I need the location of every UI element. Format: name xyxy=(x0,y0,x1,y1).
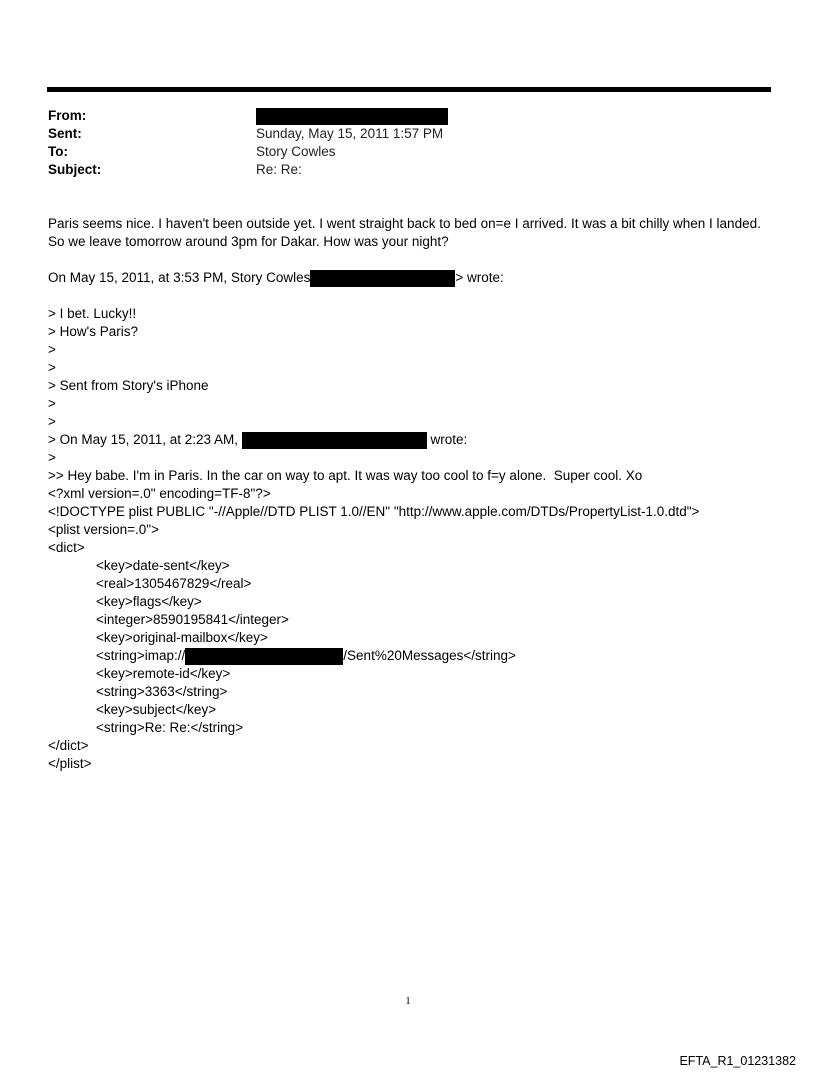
xml-line: <key>remote-id</key> xyxy=(96,666,231,681)
from-label: From: xyxy=(48,108,87,123)
quoted-line: > Sent from Story's iPhone xyxy=(48,378,209,393)
redaction-box xyxy=(242,432,427,449)
xml-line: <!DOCTYPE plist PUBLIC "-//Apple//DTD PLIST 1.0//EN" "http://www.apple.com/DTDs/PropertyList-1.0.dtd"> xyxy=(48,504,700,519)
quoted-line: > I bet. Lucky!! xyxy=(48,306,137,321)
from-row xyxy=(48,107,768,125)
redaction-box xyxy=(185,648,343,665)
quoted-line: >> Hey babe. I'm in Paris. In the car on way to apt. It was way too cool to f=y alone. Super cool. Xo xyxy=(48,468,643,483)
xml-line: <?xml version=.0" encoding=TF-8"?> xyxy=(48,486,271,501)
email-body xyxy=(48,215,778,773)
xml-line: <key>original-mailbox</key> xyxy=(96,630,268,645)
body-line: Paris seems nice. I haven't been outside yet. I went straight back to bed on=e I arrived. It was a bit chilly when I landed. xyxy=(48,216,761,231)
email-header xyxy=(48,107,768,179)
quote-intro xyxy=(48,269,778,287)
xml-line: <key>subject</key> xyxy=(96,702,217,717)
bates-number: EFTA_R1_01231382 xyxy=(679,1054,796,1068)
xml-line: <string>Re: Re:</string> xyxy=(96,720,244,735)
quoted-line: > xyxy=(48,414,56,429)
to-row xyxy=(48,143,768,161)
xml-line xyxy=(48,647,778,665)
quoted-line: > xyxy=(48,450,56,465)
from-value-redacted xyxy=(256,107,448,125)
to-label: To: xyxy=(48,144,68,159)
to-value: Story Cowles xyxy=(256,144,336,159)
xml-line: <real>1305467829</real> xyxy=(96,576,252,591)
xml-line: <dict> xyxy=(48,540,85,555)
sent-row xyxy=(48,125,768,143)
quoted-line: > How's Paris? xyxy=(48,324,138,339)
sent-value: Sunday, May 15, 2011 1:57 PM xyxy=(256,126,444,141)
subject-row xyxy=(48,161,768,179)
xml-line: <integer>8590195841</integer> xyxy=(96,612,289,627)
xml-line-suffix: /Sent%20Messages</string> xyxy=(343,648,516,663)
quoted-line xyxy=(48,431,778,449)
xml-line: </dict> xyxy=(48,738,89,753)
xml-line: <key>date-sent</key> xyxy=(96,558,230,573)
quoted-line: > xyxy=(48,342,56,357)
body-line: So we leave tomorrow around 3pm for Dakar. How was your night? xyxy=(48,234,449,249)
quoted-line-suffix: wrote: xyxy=(426,432,468,447)
top-rule xyxy=(47,87,771,92)
xml-line: </plist> xyxy=(48,756,92,771)
redaction-box xyxy=(256,108,448,125)
quoted-line: > xyxy=(48,360,56,375)
quote-intro-prefix: On May 15, 2011, at 3:53 PM, Story Cowles xyxy=(48,270,311,285)
xml-line: <key>flags</key> xyxy=(96,594,202,609)
xml-line: <plist version=.0"> xyxy=(48,522,159,537)
quoted-line: > xyxy=(48,396,56,411)
sent-label: Sent: xyxy=(48,126,82,141)
xml-line-prefix: <string>imap:// xyxy=(96,648,186,663)
quoted-line-prefix: > On May 15, 2011, at 2:23 AM, xyxy=(48,432,238,447)
xml-line: <string>3363</string> xyxy=(96,684,228,699)
page-number: 1 xyxy=(405,995,411,1007)
quote-intro-suffix: > wrote: xyxy=(455,270,504,285)
subject-label: Subject: xyxy=(48,162,102,177)
subject-value: Re: Re: xyxy=(256,162,302,177)
redaction-box xyxy=(310,270,455,287)
